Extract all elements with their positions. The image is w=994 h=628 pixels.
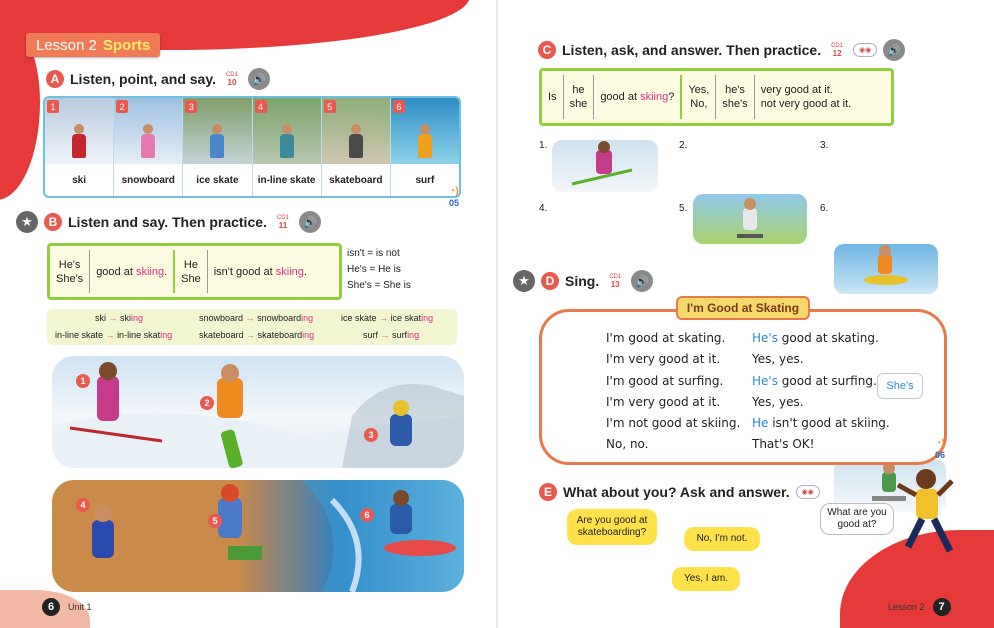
surfer-image: 6 [391,98,459,164]
song-line: I'm very good at it. [606,394,721,409]
pair-work-icon: ◉◉ [796,485,820,499]
pic-number: 4. [539,203,548,214]
vocab-card-in-line-skate[interactable] [253,98,322,196]
vocab-label: snowboard [121,174,175,186]
page-gutter [496,0,498,628]
contractions-box: isn't = is not He's = He is She's = She is [347,248,411,291]
pic-number: 2. [679,140,688,151]
song-left-column [606,328,740,456]
speaker-icon[interactable]: 🔊 [631,270,653,292]
skier-image: 1 [45,98,113,164]
speaker-icon[interactable]: 🔊 [883,39,905,61]
section-letter-c: C [538,41,556,59]
vocab-label: ice skate [196,174,239,186]
grammar-answers: Yes, No, [688,84,710,110]
audio-track-05[interactable]: ◔) 05 [446,186,462,208]
song-line: I'm good at surfing. [606,373,724,388]
scene-number: 3 [364,428,378,442]
speech-bubble-what: What are you good at? [820,503,894,535]
lesson-label: Lesson 2 [36,36,97,54]
inline-skater-image: 4 [253,98,321,164]
vocab-card-snowboard[interactable] [114,98,183,196]
speech-bubble-question: Are you good at skateboarding? [567,509,657,545]
song-line: I'm very good at it. [606,352,721,367]
practice-pic-surfing [834,244,938,294]
lesson-banner [26,33,160,57]
speech-bubble-yes: Yes, I am. [672,567,740,591]
grammar-subjects: He's She's [56,258,84,285]
page-number: 6 [42,598,60,616]
section-a-header [46,68,270,90]
vocab-label: skateboard [329,174,383,186]
section-d-header [513,270,653,292]
section-e-title: What about you? Ask and answer. [563,484,790,500]
pic-number: 3. [820,140,829,151]
grammar-is: Is [548,91,557,103]
speech-bubble-no: No, I'm not. [684,527,760,551]
cd-track-icon: CD1 13 [609,274,622,289]
speaker-icon[interactable]: 🔊 [299,211,321,233]
scene-number: 4 [76,498,90,512]
left-footer [42,598,92,616]
section-letter-a: A [46,70,64,88]
vocab-card-ice-skate[interactable] [183,98,252,196]
beach-scene-illustration [52,480,464,592]
vocabulary-strip [43,96,461,198]
lesson-topic: Sports [102,36,151,54]
scene-number: 1 [76,374,90,388]
skateboarder-image: 5 [322,98,390,164]
grammar-subjects-neg: He She [181,258,201,285]
scene-number: 6 [360,508,374,522]
vocab-label: surf [415,174,435,186]
grammar-answer-subjects: he's she's [722,84,748,110]
boy-character-illustration [890,465,960,565]
audio-icon: ◔) [935,438,945,449]
vocab-card-surf[interactable] [391,98,459,196]
pic-number: 1. [539,140,548,151]
section-c-title: Listen, ask, and answer. Then practice. [562,42,822,58]
unit-label: Unit 1 [68,602,92,612]
section-d-title: Sing. [565,273,600,289]
star-icon: ★ [513,270,535,292]
grammar-box-b [47,243,342,300]
pic-number: 6. [820,203,829,214]
grammar-box-c [539,68,894,126]
speaker-icon[interactable]: 🔊 [248,68,270,90]
grammar-answer-endings: very good at it. not very good at it. [760,84,852,110]
right-footer [888,598,951,616]
lesson-footer-label: Lesson 2 [888,602,925,612]
section-a-title: Listen, point, and say. [70,71,216,87]
section-letter-b: B [44,213,62,231]
section-letter-d: D [541,272,559,290]
cd-track-icon: CD1 11 [276,215,289,230]
section-b-title: Listen and say. Then practice. [68,214,267,230]
section-e-header [539,483,820,501]
audio-icon: ◔) [449,186,459,197]
pic-number: 5. [679,203,688,214]
practice-pic-skateboarding [693,194,807,244]
grammar-predicate: good at skiing . [96,265,168,278]
vocab-card-skateboard[interactable] [322,98,391,196]
vocab-label: in-line skate [257,174,316,186]
star-icon: ★ [16,211,38,233]
scene-number: 5 [208,514,222,528]
song-line: No, no. [606,437,649,452]
grammar-predicate-neg: isn't good at skiing . [213,265,307,278]
snowboarder-image: 2 [114,98,182,164]
scene-number: 2 [200,396,214,410]
pair-work-icon: ◉◉ [853,43,877,57]
vocab-card-ski[interactable] [45,98,114,196]
spelling-box: ski → skiing snowboard → snowboarding ice skate → ice skating in-line skate → in-line skating skateboard → skateboarding surf → surfing [47,309,457,345]
snow-scene-illustration [52,356,464,468]
section-b-header [16,211,321,233]
section-c-header [538,39,905,61]
cd-track-icon: CD1 12 [831,43,844,58]
grammar-subjects: he she [569,84,588,110]
song-line: I'm good at skating. [606,331,726,345]
song-line: I'm not good at skiing. [606,416,741,431]
cd-track-icon: CD1 10 [225,72,238,87]
audio-track-06[interactable]: ◔) 06 [932,438,948,460]
ice-skater-image: 3 [183,98,251,164]
section-letter-e: E [539,483,557,501]
song-title: I'm Good at Skating [676,296,810,320]
page-number: 7 [933,598,951,616]
substitution-card: She's [877,373,923,399]
grammar-question: good at skiing ? [600,91,675,103]
vocab-label: ski [72,174,87,186]
song-right-column: He's good at skating. Yes, yes. He's good at surfing. Yes, yes. He isn't good at skiing. That's OK! [752,331,890,452]
practice-pic-skiing [552,140,658,192]
